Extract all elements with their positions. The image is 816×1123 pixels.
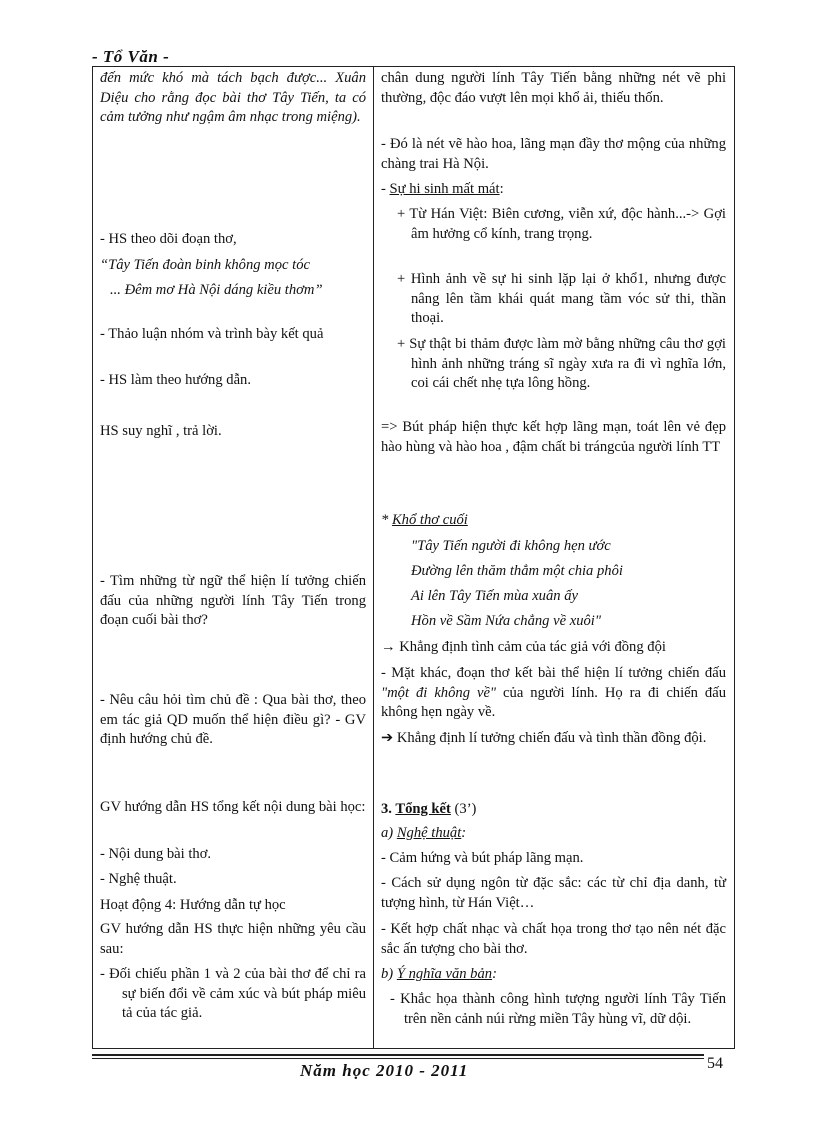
right-text-9: - Kết hợp chất nhạc và chất họa trong thơ tạo nên nét đặc sắc ấn tượng cho bài thơ. <box>381 921 726 957</box>
right-heading-1-dash: - <box>381 181 390 197</box>
poem-line: Hồn về Sầm Nứa chẳng về xuôi" <box>411 613 601 629</box>
right-poem <box>381 534 726 634</box>
left-poem-line-1: “Tây Tiến đoàn binh không mọc tóc <box>100 257 310 273</box>
poem-line: Ai lên Tây Tiến mùa xuân ấy <box>411 588 578 604</box>
right-text-6: ➔ Khẳng định lí tưởng chiến đấu và tình thần đồng đội. <box>381 730 707 746</box>
left-text-3: - Thảo luận nhóm và trình bày kết quả <box>100 326 324 342</box>
right-text-5-part-2: của người lính. Họ ra đi chiến đấu không hẹn ngày về. <box>381 684 726 720</box>
right-heading-4-label: Nghệ thuật <box>396 825 462 841</box>
left-poem-line-2: ... Đêm mơ Hà Nội dáng kiều thơm” <box>110 282 323 298</box>
left-text-4: - HS làm theo hướng dẫn. <box>100 372 252 388</box>
right-bullet-3: + Sự thật bi thảm được làm mờ bằng những câu thơ gợi hình ảnh những tráng sĩ ngày xưa ra đi vì nghĩa lớn, coi cái chết nhẹ tựa lông hồng. <box>397 336 726 391</box>
right-heading-1 <box>381 180 726 200</box>
footer-school-year: Năm học 2010 - 2011 <box>300 1061 469 1080</box>
right-text-5-part-1: - Mặt khác, đoạn thơ kết bài thể hiện lí tưởng chiến đấu <box>381 665 726 681</box>
right-text-4: → Khẳng định tình cảm của tác giả với đồng đội <box>381 639 666 655</box>
footer-rule <box>92 1054 704 1056</box>
right-text-8: - Cách sử dụng ngôn từ đặc sắc: các từ chỉ địa danh, từ tượng hình, từ Hán Việt… <box>381 875 726 911</box>
right-heading-3-time: (3’) <box>450 801 477 817</box>
left-column <box>93 67 373 1048</box>
right-text-2: - Đó là nét vẽ hào hoa, lãng mạn đầy thơ mộng của những chàng trai Hà Nội. <box>381 136 726 172</box>
left-text-5: HS suy nghĩ , trả lời. <box>100 423 222 439</box>
right-heading-2-label: Khổ thơ cuối <box>391 512 468 528</box>
left-list-item-3: - Đối chiếu phần 1 và 2 của bài thơ để chỉ ra sự biến đổi về cảm xúc và bút pháp miêu tả của tác giả. <box>100 966 366 1021</box>
right-bullet-1: + Từ Hán Việt: Biên cương, viễn xứ, độc hành...-> Gợi âm hưởng cổ kính, trang trọng. <box>397 206 726 242</box>
left-text-9: Hoạt động 4: Hướng dẫn tự học <box>100 897 286 913</box>
right-heading-3-label: Tổng kết <box>395 801 451 817</box>
right-heading-5-label: Ý nghĩa văn bản <box>396 966 493 982</box>
left-text-1: đến mức khó mà tách bạch được... Xuân Diệu cho rằng đọc bài thơ Tây Tiến, ta có cảm tưởng như ngậm âm nhạc trong miệng). <box>100 70 366 125</box>
poem-line: Đường lên thăm thẳm một chia phôi <box>411 563 623 579</box>
left-text-8: GV hướng dẫn HS tổng kết nội dung bài học: <box>100 799 366 815</box>
right-text-1: chân dung người lính Tây Tiến bằng những nét vẽ phi thường, độc đáo vượt lên mọi khổ ải, thiếu thốn. <box>381 70 726 106</box>
right-text-3: => Bút pháp hiện thực kết hợp lãng mạn, toát lên vẻ đẹp hào hùng và hào hoa , đậm chất bi trángcủa người lính TT <box>381 419 726 455</box>
left-list-item-2: - Nghệ thuật. <box>100 871 177 887</box>
right-heading-2 <box>381 511 726 531</box>
left-text-6: - Tìm những từ ngữ thể hiện lí tưởng chiến đấu của những người lính Tây Tiến trong đoạn cuối bài thơ? <box>100 573 366 628</box>
right-heading-5-colon: : <box>492 966 497 982</box>
right-column <box>374 67 734 1048</box>
right-heading-4 <box>381 824 726 844</box>
left-text-10: GV hướng dẫn HS thực hiện những yêu cầu sau: <box>100 921 366 957</box>
lesson-table <box>92 66 735 1049</box>
right-text-7: - Cảm hứng và bút pháp lãng mạn. <box>381 850 584 866</box>
right-text-5-quote: "một đi không về" <box>381 684 497 701</box>
right-heading-2-star: * <box>381 512 392 528</box>
right-heading-3 <box>381 800 726 820</box>
left-text-2: - HS theo dõi đoạn thơ, <box>100 231 237 247</box>
right-heading-5 <box>381 965 726 985</box>
left-list-item-1: - Nội dung bài thơ. <box>100 846 212 862</box>
right-bullet-2: + Hình ảnh về sự hi sinh lặp lại ở khổ1, nhưng được nâng lên tầm khái quát mang tầm vóc sử thi, thần thoại. <box>397 271 726 326</box>
poem-line: "Tây Tiến người đi không hẹn ước <box>411 538 611 554</box>
page-header-title: - Tổ Văn - <box>92 47 170 66</box>
right-heading-4-colon: : <box>461 825 467 841</box>
footer-rule-thin <box>92 1058 704 1059</box>
left-text-7: - Nêu câu hỏi tìm chủ đề : Qua bài thơ, theo em tác giả QD muốn thể hiện điều gì? - GV định hướng chủ đề. <box>100 692 366 747</box>
right-text-5 <box>381 664 726 723</box>
right-text-10: - Khắc họa thành công hình tượng người lính Tây Tiến trên nền cảnh núi rừng miền Tây hùng vĩ, dữ dội. <box>390 991 726 1027</box>
right-heading-5-letter: b) <box>381 966 397 982</box>
page-number: 54 <box>707 1055 723 1072</box>
right-heading-3-number: 3. <box>381 801 396 817</box>
right-heading-1-colon: : <box>499 181 504 197</box>
right-heading-4-letter: a) <box>381 825 397 841</box>
right-heading-1-label: Sự hi sinh mất mát <box>389 181 500 197</box>
